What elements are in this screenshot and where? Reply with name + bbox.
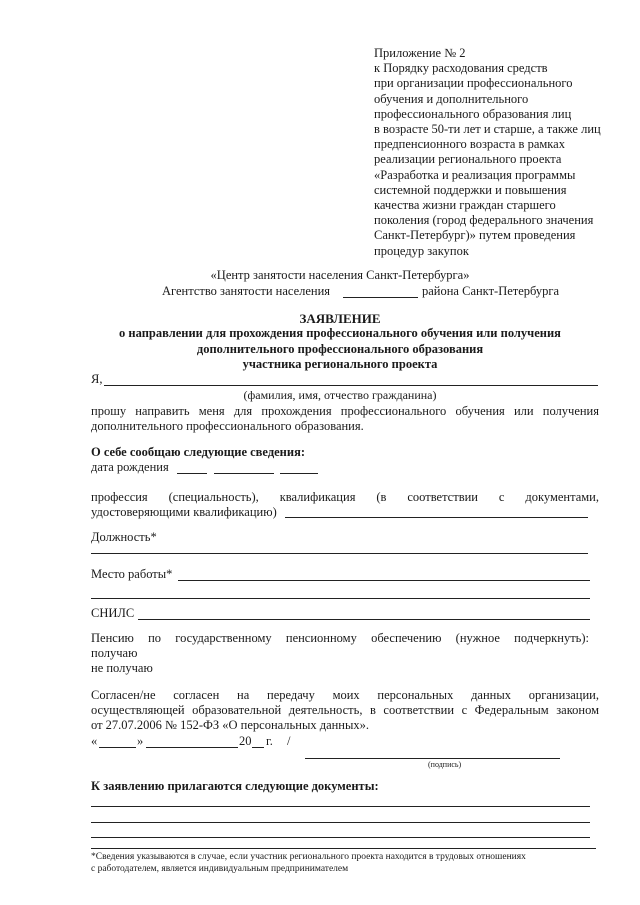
fio-field[interactable]: [104, 385, 598, 386]
attachments-field-2[interactable]: [91, 822, 590, 823]
pension-receive-option[interactable]: получаю: [91, 646, 138, 660]
pension-line: Пенсию по государственному пенсионному обеспечению (нужное подчеркнуть):: [91, 631, 589, 645]
attachments-field-1[interactable]: [91, 806, 590, 807]
workplace-field-2[interactable]: [91, 598, 590, 599]
footnote-separator: [91, 848, 596, 849]
pension-not-receive-option[interactable]: не получаю: [91, 661, 153, 675]
agency-prefix: Агентство занятости населения: [162, 284, 331, 298]
snils-label: СНИЛС: [91, 606, 135, 620]
consent-line-1: Согласен/не согласен на передачу моих персональных данных организации,: [91, 688, 599, 702]
appendix-block: [374, 46, 624, 259]
appendix-line: системной поддержки и повышения: [374, 182, 567, 197]
profession-line-1: профессия (специальность), квалификация (в соответствии с документами,: [91, 490, 599, 504]
ya-label: Я,: [91, 372, 103, 386]
workplace-field-1[interactable]: [178, 580, 590, 581]
profession-field[interactable]: [285, 517, 588, 518]
appendix-line: процедур закупок: [374, 243, 469, 258]
fio-caption: (фамилия, имя, отчество гражданина): [243, 388, 437, 402]
appendix-line: «Разработка и реализация программы: [374, 167, 576, 182]
appendix-line: в возрасте 50-ти лет и старше, а также лиц: [374, 122, 601, 137]
title-line-1: о направлении для прохождения профессионального обучения или получения: [119, 326, 561, 340]
birth-month-field[interactable]: [214, 473, 274, 474]
center-name: «Центр занятости населения Санкт-Петербурга»: [210, 268, 470, 282]
appendix-line: предпенсионного возраста в рамках: [374, 137, 565, 152]
birth-year-field[interactable]: [280, 473, 318, 474]
about-heading: О себе сообщаю следующие сведения:: [91, 445, 306, 459]
appendix-line: Приложение № 2: [374, 46, 466, 60]
appendix-line: качества жизни граждан старшего: [374, 198, 556, 213]
consent-line-2: осуществляющей образовательной деятельность, в соответствии с Федеральным законом: [91, 703, 599, 717]
signature-field[interactable]: [305, 758, 560, 759]
appendix-line: при организации профессионального: [374, 76, 573, 91]
appendix-line: поколения (город федерального значения: [374, 213, 594, 228]
document-title: ЗАЯВЛЕНИЕ: [299, 311, 381, 326]
attachments-heading: К заявлению прилагаются следующие документы:: [91, 779, 379, 793]
date-year-field[interactable]: [252, 747, 264, 748]
appendix-line: Санкт-Петербург)» путем проведения: [374, 228, 576, 243]
title-line-3: участника регионального проекта: [242, 357, 438, 371]
signature-caption: (подпись): [428, 760, 462, 769]
date-day-field[interactable]: [99, 747, 136, 748]
appendix-line: обучения и дополнительного: [374, 91, 529, 106]
birth-date-label: дата рождения: [91, 460, 169, 474]
agency-suffix: района Санкт-Петербурга: [422, 284, 560, 298]
snils-field[interactable]: [138, 619, 590, 620]
title-line-2: дополнительного профессионального образования: [196, 342, 484, 356]
agency-district-field[interactable]: [343, 297, 418, 298]
workplace-label: Место работы*: [91, 567, 173, 581]
profession-line-2: удостоверяющими квалификацию): [91, 505, 277, 519]
attachments-field-3[interactable]: [91, 837, 590, 838]
position-field[interactable]: [91, 553, 588, 554]
date-year-prefix: 20: [239, 734, 252, 748]
position-label: Должность*: [91, 530, 157, 544]
footnote-line-1: *Сведения указываются в случае, если участник регионального проекта находится в трудовых отношениях: [91, 852, 526, 862]
date-close-quote: »: [137, 734, 144, 748]
request-line-1: прошу направить меня для прохождения профессионального обучения или получения: [91, 404, 599, 418]
date-year-suffix: г.: [266, 734, 273, 748]
date-open-quote: «: [91, 734, 98, 748]
birth-day-field[interactable]: [177, 473, 207, 474]
appendix-line: к Порядку расходования средств: [374, 61, 548, 76]
consent-line-3: от 27.07.2006 № 152-ФЗ «О персональных данных».: [91, 718, 370, 732]
appendix-line: профессионального образования лиц: [374, 106, 572, 121]
request-line-2: дополнительного профессионального образования.: [91, 419, 364, 433]
appendix-line: реализации регионального проекта: [374, 152, 562, 167]
date-month-field[interactable]: [146, 747, 238, 748]
footnote-line-2: с работодателем, является индивидуальным предпринимателем: [91, 864, 349, 874]
signature-slash: /: [287, 734, 291, 748]
